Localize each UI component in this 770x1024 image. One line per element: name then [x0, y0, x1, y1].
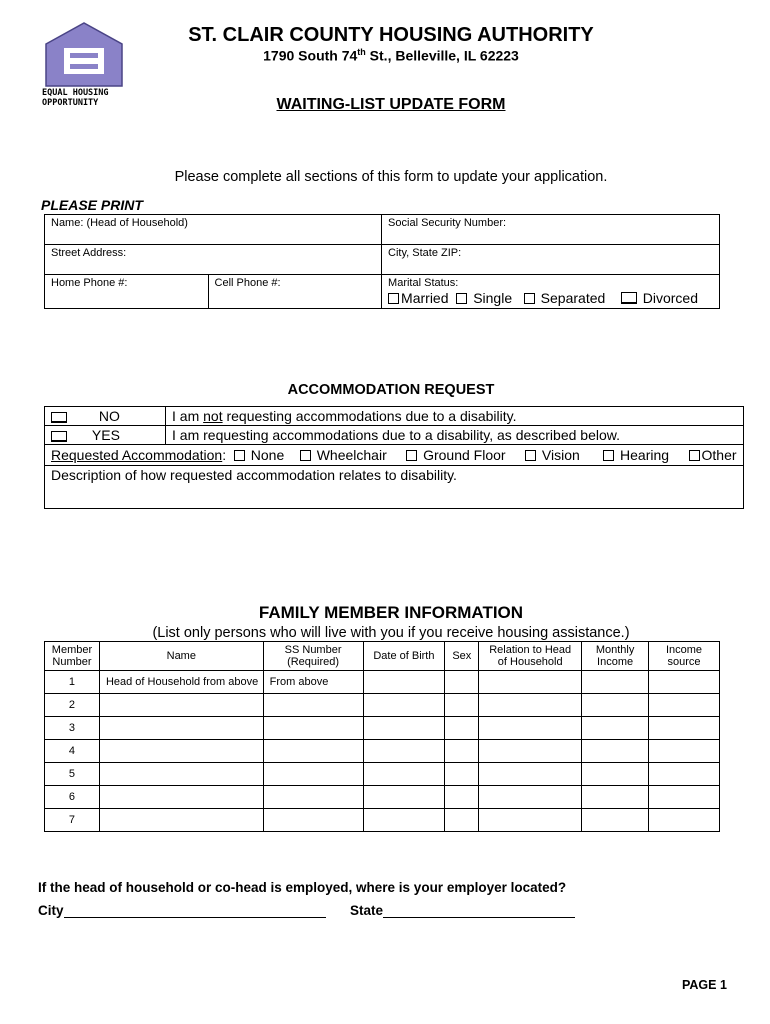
header-monthly-1: Monthly [595, 644, 635, 656]
member-ss[interactable] [263, 809, 363, 832]
member-relation[interactable] [479, 763, 582, 786]
header-ss-2: (Required) [287, 656, 340, 668]
member-monthly-income[interactable] [582, 763, 649, 786]
member-monthly-income[interactable] [582, 740, 649, 763]
header-rel-1: Relation to Head [489, 644, 572, 656]
requested-accommodation-row [45, 445, 744, 466]
member-relation[interactable] [479, 671, 582, 694]
married-checkbox[interactable] [388, 293, 399, 304]
member-name[interactable] [99, 740, 263, 763]
street-label: Street Address: [51, 247, 127, 259]
member-income-source[interactable] [649, 740, 720, 763]
cell-phone-field[interactable] [208, 275, 382, 309]
table-row [45, 740, 720, 763]
address [0, 47, 770, 64]
header-income-source [649, 642, 720, 671]
member-sex[interactable] [445, 786, 479, 809]
city-state-zip-label: City, State ZIP: [388, 247, 462, 259]
table-row [45, 717, 720, 740]
member-number: 6 [45, 786, 100, 809]
no-checkbox[interactable] [51, 412, 67, 423]
member-ss[interactable]: From above [263, 671, 363, 694]
member-dob[interactable] [363, 786, 445, 809]
header-monthly-income [582, 642, 649, 671]
member-dob[interactable] [363, 717, 445, 740]
member-sex[interactable] [445, 717, 479, 740]
member-monthly-income[interactable] [582, 809, 649, 832]
member-number: 4 [45, 740, 100, 763]
single-label: Single [473, 290, 513, 306]
header-income-2: source [667, 656, 701, 668]
table-row [45, 671, 720, 694]
header-name: Name [99, 642, 263, 671]
single-checkbox[interactable] [456, 293, 467, 304]
member-ss[interactable] [263, 694, 363, 717]
member-ss[interactable] [263, 763, 363, 786]
member-dob[interactable] [363, 809, 445, 832]
yes-label: YES [91, 427, 120, 443]
logo-line-2: OPPORTUNITY [42, 98, 99, 108]
employer-city [38, 903, 326, 918]
employer-state-input[interactable] [383, 904, 575, 918]
member-relation[interactable] [479, 740, 582, 763]
table-row [45, 763, 720, 786]
name-field[interactable] [45, 215, 382, 245]
header-rel-2: of Household [497, 656, 563, 668]
family-subtitle: (List only persons who will live with you if you receive housing assistance.) [152, 625, 630, 641]
member-dob[interactable] [363, 740, 445, 763]
married-label: Married [401, 290, 449, 306]
member-income-source[interactable] [649, 809, 720, 832]
member-sex[interactable] [445, 763, 479, 786]
member-income-source[interactable] [649, 786, 720, 809]
member-name[interactable] [99, 763, 263, 786]
none-label: None [250, 447, 285, 463]
member-relation[interactable] [479, 786, 582, 809]
member-name[interactable]: Head of Household from above [99, 671, 263, 694]
member-dob[interactable] [363, 763, 445, 786]
hearing-checkbox[interactable] [603, 450, 614, 461]
member-name[interactable] [99, 809, 263, 832]
member-ss[interactable] [263, 740, 363, 763]
address-superscript: th [357, 47, 366, 57]
member-income-source[interactable] [649, 671, 720, 694]
family-table [44, 641, 720, 832]
street-field[interactable] [45, 245, 382, 275]
no-option [45, 407, 166, 426]
vision-checkbox[interactable] [525, 450, 536, 461]
accommodation-table [44, 406, 744, 509]
address-street: 1790 South 74 [263, 47, 358, 64]
employer-question: If the head of household or co-head is employed, where is your employer located? [38, 880, 567, 895]
header-member-2: Number [52, 656, 92, 668]
member-income-source[interactable] [649, 763, 720, 786]
header-ss-1: SS Number [284, 644, 342, 656]
no-label: NO [98, 408, 120, 424]
yes-option [45, 426, 166, 445]
page-number: PAGE 1 [682, 978, 727, 992]
no-text-not: not [203, 408, 223, 424]
wheelchair-label: Wheelchair [316, 447, 387, 463]
member-relation[interactable] [479, 717, 582, 740]
member-name[interactable] [99, 717, 263, 740]
marital-status-field [382, 275, 720, 309]
employer-city-label: City [38, 903, 64, 918]
city-state-zip-field[interactable] [382, 245, 720, 275]
employer-state [350, 903, 575, 918]
other-label: Other [701, 447, 737, 463]
vision-label: Vision [541, 447, 580, 463]
member-number: 3 [45, 717, 100, 740]
member-sex[interactable] [445, 740, 479, 763]
divorced-checkbox[interactable] [621, 292, 637, 304]
header-monthly-2: Income [597, 656, 634, 668]
other-checkbox[interactable] [689, 450, 700, 461]
yes-checkbox[interactable] [51, 431, 67, 442]
member-sex[interactable] [445, 809, 479, 832]
table-row [45, 694, 720, 717]
instructions: Please complete all sections of this form to update your application. [174, 169, 608, 185]
yes-description: I am requesting accommodations due to a disability, as described below. [166, 426, 744, 445]
no-text-pre: I am [172, 408, 204, 424]
member-monthly-income[interactable] [582, 694, 649, 717]
member-number: 5 [45, 763, 100, 786]
none-checkbox[interactable] [234, 450, 245, 461]
ground-floor-checkbox[interactable] [406, 450, 417, 461]
page-title: ST. CLAIR COUNTY HOUSING AUTHORITY [188, 24, 594, 46]
header-sex: Sex [445, 642, 479, 671]
accommodation-description-field[interactable] [45, 466, 744, 509]
ssn-label: Social Security Number: [388, 217, 507, 229]
wheelchair-checkbox[interactable] [300, 450, 311, 461]
form-title: WAITING-LIST UPDATE FORM [276, 96, 506, 113]
member-ss[interactable] [263, 717, 363, 740]
member-sex[interactable] [445, 694, 479, 717]
marital-status-label: Marital Status: [388, 277, 459, 289]
requested-accommodation-label: Requested Accommodation [51, 447, 223, 463]
member-name[interactable] [99, 694, 263, 717]
accommodation-title: ACCOMMODATION REQUEST [287, 382, 495, 398]
member-monthly-income[interactable] [582, 671, 649, 694]
hearing-label: Hearing [620, 447, 670, 463]
no-text-post: requesting accommodations due to a disability. [222, 408, 517, 424]
member-dob[interactable] [363, 671, 445, 694]
table-row [45, 809, 720, 832]
header-member-1: Member [51, 644, 93, 656]
member-monthly-income[interactable] [582, 786, 649, 809]
logo-line-1: EQUAL HOUSING [42, 88, 109, 98]
home-phone-label: Home Phone #: [51, 277, 128, 289]
header-income-1: Income [665, 644, 703, 656]
employer-city-input[interactable] [64, 904, 326, 918]
please-print: PLEASE PRINT [41, 197, 143, 213]
member-number: 2 [45, 694, 100, 717]
family-title: FAMILY MEMBER INFORMATION [258, 603, 524, 622]
ground-floor-label: Ground Floor [423, 447, 506, 463]
employer-state-label: State [350, 903, 384, 918]
member-ss[interactable] [263, 786, 363, 809]
applicant-table [44, 214, 720, 309]
address-city: St., Belleville, IL 62223 [365, 47, 519, 64]
divorced-label: Divorced [642, 290, 698, 306]
separated-checkbox[interactable] [524, 293, 535, 304]
member-income-source[interactable] [649, 694, 720, 717]
home-phone-field[interactable] [45, 275, 209, 309]
accommodation-description-label: Description of how requested accommodation relates to disability. [51, 467, 457, 483]
member-income-source[interactable] [649, 717, 720, 740]
header-member-number [45, 642, 100, 671]
header-ss-number [263, 642, 363, 671]
member-sex[interactable] [445, 671, 479, 694]
name-label: Name: (Head of Household) [51, 217, 188, 229]
cell-phone-label: Cell Phone #: [214, 277, 281, 289]
member-relation[interactable] [479, 809, 582, 832]
header-dob: Date of Birth [363, 642, 445, 671]
requested-colon: : [222, 447, 227, 463]
member-dob[interactable] [363, 694, 445, 717]
header-relation [479, 642, 582, 671]
ssn-field[interactable] [382, 215, 720, 245]
member-number: 7 [45, 809, 100, 832]
no-description [166, 407, 744, 426]
separated-label: Separated [540, 290, 606, 306]
member-name[interactable] [99, 786, 263, 809]
table-row [45, 786, 720, 809]
member-monthly-income[interactable] [582, 717, 649, 740]
member-relation[interactable] [479, 694, 582, 717]
member-number: 1 [45, 671, 100, 694]
